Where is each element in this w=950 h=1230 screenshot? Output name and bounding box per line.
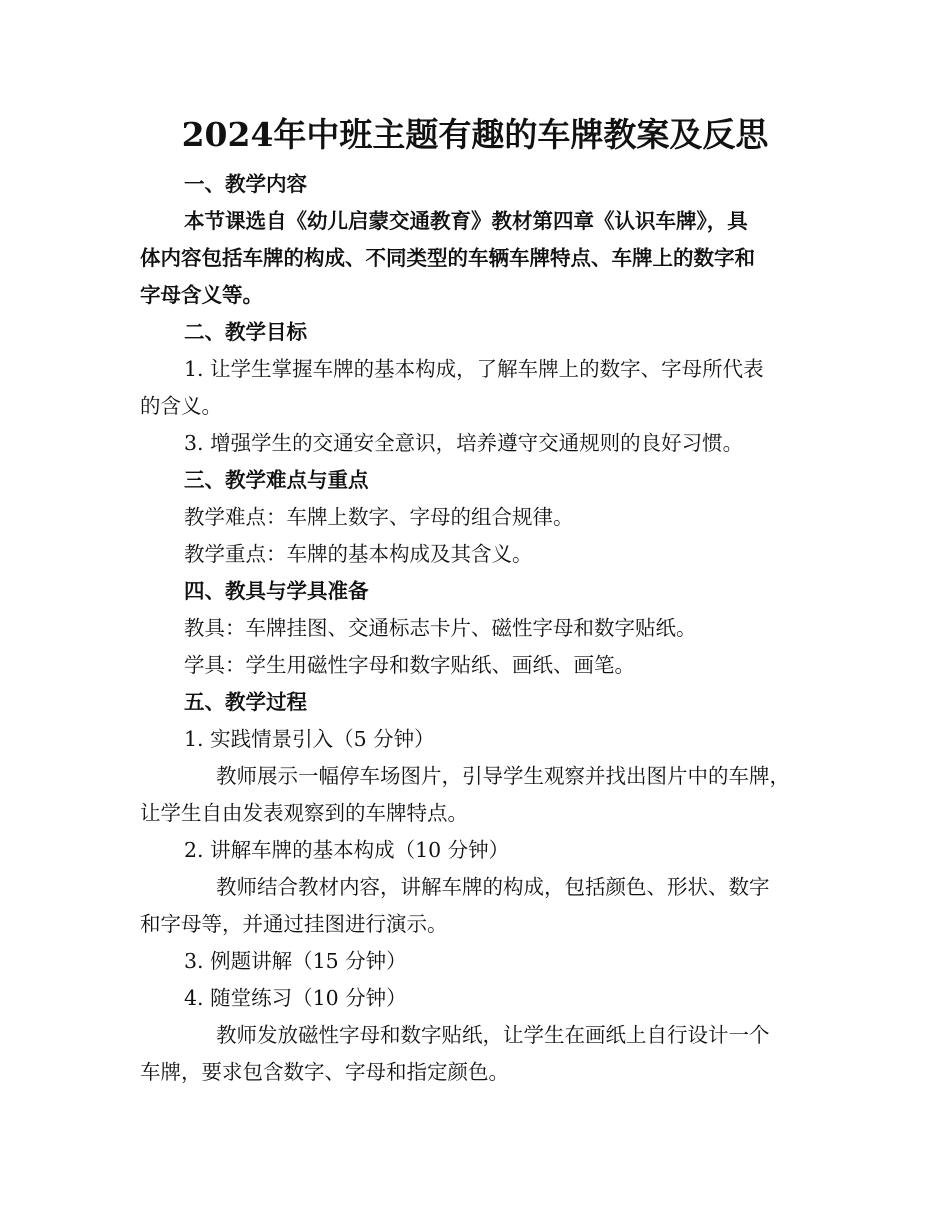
- paragraph: 教学重点：车牌的基本构成及其含义。: [184, 542, 533, 566]
- paragraph-line: 教师结合教材内容，讲解车牌的构成，包括颜色、形状、数字: [216, 875, 770, 899]
- section-heading: 一、教学内容: [184, 172, 307, 196]
- list-item: 1. 实践情景引入（5 分钟）: [184, 727, 435, 751]
- paragraph: 教具：车牌挂图、交通标志卡片、磁性字母和数字贴纸。: [184, 616, 697, 640]
- paragraph-line: 教师发放磁性字母和数字贴纸，让学生在画纸上自行设计一个: [216, 1023, 770, 1047]
- paragraph: 学具：学生用磁性字母和数字贴纸、画纸、画笔。: [184, 653, 635, 677]
- list-item: 3. 例题讲解（15 分钟）: [184, 949, 407, 973]
- list-item-line: 的含义。: [140, 394, 222, 418]
- list-item: 3. 增强学生的交通安全意识，培养遵守交通规则的良好习惯。: [184, 431, 744, 455]
- document-title: 2024年中班主题有趣的车牌教案及反思: [181, 115, 769, 154]
- list-item: 4. 随堂练习（10 分钟）: [184, 986, 407, 1010]
- paragraph-line: 教师展示一幅停车场图片，引导学生观察并找出图片中的车牌，: [216, 764, 790, 788]
- paragraph-line: 和字母等，并通过挂图进行演示。: [140, 912, 448, 936]
- paragraph: 教学难点：车牌上数字、字母的组合规律。: [184, 505, 574, 529]
- list-item: 2. 讲解车牌的基本构成（10 分钟）: [184, 838, 510, 862]
- paragraph-line: 本节课选自《幼儿启蒙交通教育》教材第四章《认识车牌》，具: [184, 209, 748, 233]
- section-heading: 五、教学过程: [184, 690, 307, 714]
- paragraph-line: 字母含义等。: [140, 283, 263, 307]
- paragraph-line: 车牌，要求包含数字、字母和指定颜色。: [140, 1060, 509, 1084]
- section-heading: 四、教具与学具准备: [184, 579, 369, 603]
- list-item-line: 1. 让学生掌握车牌的基本构成，了解车牌上的数字、字母所代表: [184, 357, 764, 381]
- section-heading: 三、教学难点与重点: [184, 468, 369, 492]
- document-body: [140, 166, 820, 1091]
- section-heading: 二、教学目标: [184, 320, 307, 344]
- paragraph-line: 让学生自由发表观察到的车牌特点。: [140, 801, 468, 825]
- paragraph-line: 体内容包括车牌的构成、不同类型的车辆车牌特点、车牌上的数字和: [140, 246, 755, 270]
